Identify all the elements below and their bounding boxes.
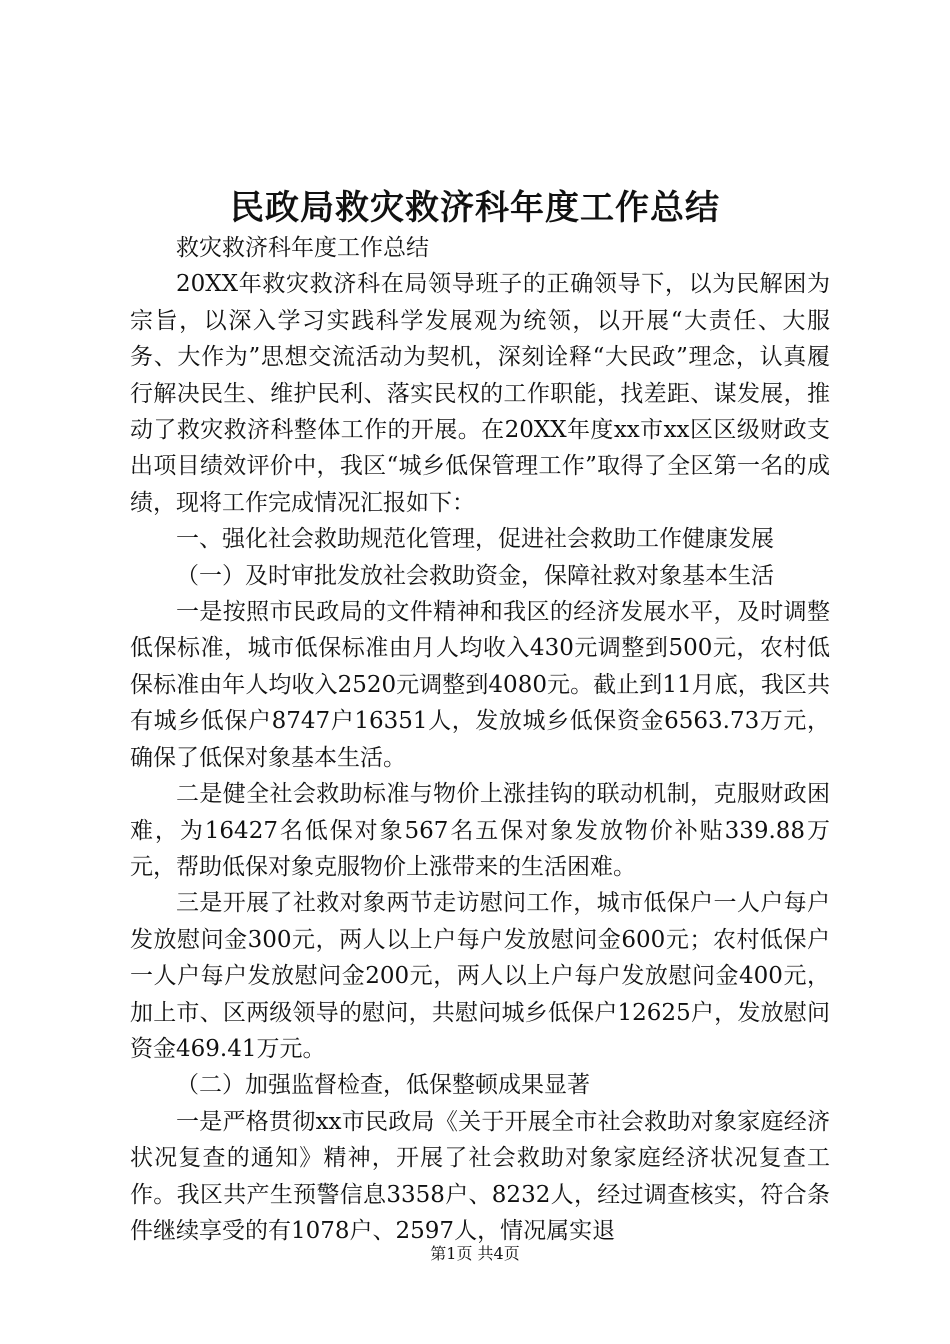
document-title: 民政局救灾救济科年度工作总结 — [230, 188, 720, 228]
subsection-heading-1: （一）及时审批发放社会救助资金，保障社救对象基本生活 — [176, 562, 774, 589]
paragraph-subtitle: 救灾救济科年度工作总结 — [176, 235, 429, 261]
paragraph-item-1: 一是按照市民政局的文件精神和我区的经济发展水平，及时调整低保标准，城市低保标准由月人均收入430元调整到500元，农村低保标准由年人均收入2520元调整到4080元。截止到11月底，我区共有城乡低保户8747户16351人，发放城乡低保资金6563.73万元，确保了低保对象基本生活。 — [130, 599, 830, 771]
section-heading-1: 一、强化社会救助规范化管理，促进社会救助工作健康发展 — [176, 526, 774, 553]
paragraph-item-3: 三是开展了社救对象两节走访慰问工作，城市低保户一人户每户发放慰问金300元，两人以上户每户发放慰问金600元；农村低保户一人户每户发放慰问金200元，两人以上户每户发放慰问金400元，加上市、区两级领导的慰问，共慰问城乡低保户12625户，发放慰问资金469.41万元。 — [130, 890, 830, 1062]
document-body — [130, 230, 830, 1249]
page-footer: 第1页 共4页 — [430, 1244, 520, 1263]
paragraph-item-2: 二是健全社会救助标准与物价上涨挂钩的联动机制，克服财政困难，为16427名低保对象567名五保对象发放物价补贴339.88万元，帮助低保对象克服物价上涨带来的生活困难。 — [130, 781, 830, 880]
paragraph-item-4: 一是严格贯彻xx市民政局《关于开展全市社会救助对象家庭经济状况复查的通知》精神，开展了社会救助对象家庭经济状况复查工作。我区共产生预警信息3358户、8232人，经过调查核实，符合条件继续享受的有1078户、2597人，情况属实退 — [130, 1108, 830, 1244]
paragraph-intro: 20XX年救灾救济科在局领导班子的正确领导下，以为民解困为宗旨，以深入学习实践科学发展观为统领，以开展“大责任、大服务、大作为”思想交流活动为契机，深刻诠释“大民政”理念，认真履行解决民生、维护民利、落实民权的工作职能，找差距、谋发展，推动了救灾救济科整体工作的开展。在20XX年度xx市xx区区级财政支出项目绩效评价中，我区“城乡低保管理工作”取得了全区第一名的成绩，现将工作完成情况汇报如下： — [130, 271, 830, 516]
subsection-heading-2: （二）加强监督检查，低保整顿成果显著 — [176, 1072, 590, 1099]
